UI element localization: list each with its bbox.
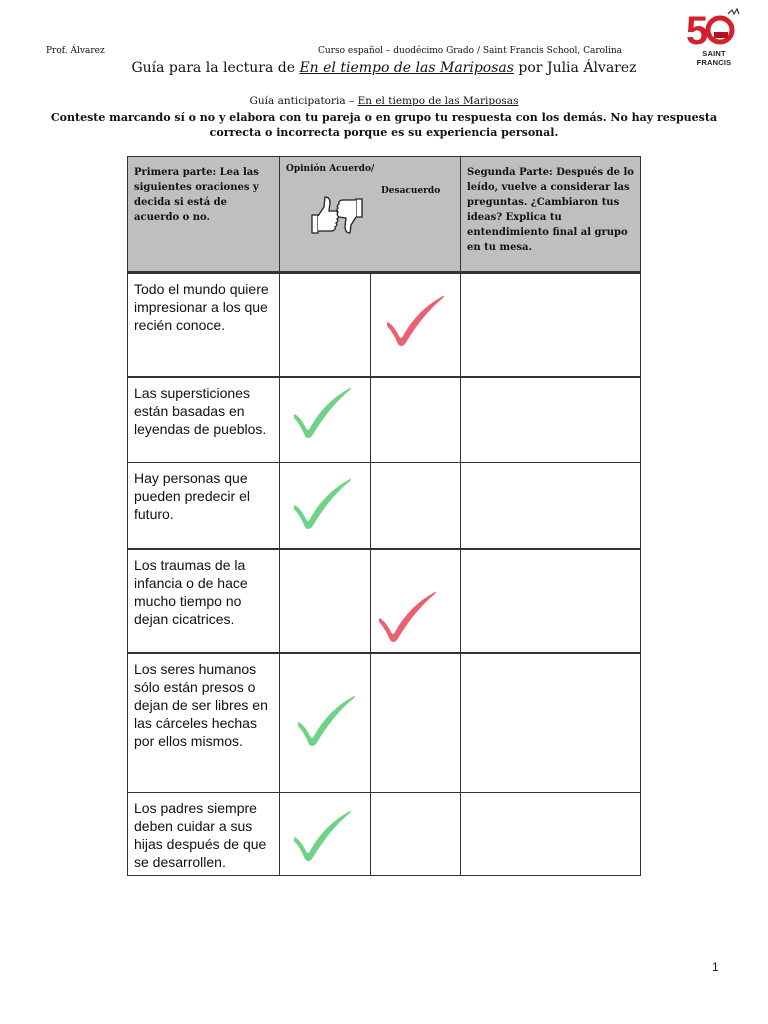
- agree-check-icon: [290, 475, 356, 533]
- header-part2: [461, 157, 642, 273]
- svg-text:5: 5: [686, 9, 709, 52]
- logo-school-name: SAINT FRANCIS: [696, 49, 732, 67]
- reflection-cell[interactable]: [461, 463, 642, 548]
- title-suffix: por Julia Álvarez: [513, 60, 637, 76]
- table-row: [127, 792, 641, 876]
- statement-text: Los padres siempre deben cuidar a sus hijas después de que se desarrollen.: [128, 793, 280, 875]
- table-header-row: [127, 156, 641, 272]
- table-row: [127, 548, 641, 652]
- logo-50-icon: [684, 8, 744, 52]
- guide-subtitle: [0, 95, 768, 107]
- table-row: [127, 462, 641, 548]
- subtitle-book: En el tiempo de las Mariposas: [357, 95, 519, 107]
- disagree-cell[interactable]: [371, 793, 461, 875]
- page-number: 1: [712, 960, 719, 974]
- header-disagree-text: Desacuerdo: [381, 186, 441, 196]
- reflection-cell[interactable]: [461, 378, 642, 462]
- agree-cell[interactable]: [280, 274, 371, 376]
- agree-check-icon: [290, 384, 356, 442]
- reflection-cell[interactable]: [461, 793, 642, 875]
- reflection-cell[interactable]: [461, 550, 642, 652]
- header-part2-text: Segunda Parte: Después de lo leído, vuelve a considerar las preguntas. ¿Cambiaron tus ideas? Explica tu entendimiento final al grupo en tu mesa.: [467, 167, 634, 253]
- disagree-cell[interactable]: [371, 654, 461, 792]
- agree-check-icon: [294, 692, 360, 750]
- course-info: Curso español – duodécimo Grado / Saint Francis School, Carolina: [318, 46, 622, 56]
- header-part1-text: Primera parte: Lea las siguientes oraciones y decida si está de acuerdo o no.: [134, 167, 259, 223]
- title-prefix: Guía para la lectura de: [131, 60, 300, 76]
- disagree-check-icon: [383, 292, 449, 350]
- disagree-cell[interactable]: [371, 274, 461, 376]
- instructions: Conteste marcando sí o no y elabora con tu pareja o en grupo tu respuesta con los demás. No hay respuesta correcta o incorrecta porque es su experiencia personal.: [50, 111, 718, 139]
- page-title: [0, 60, 768, 76]
- table-row: [127, 652, 641, 792]
- table-row: [127, 376, 641, 462]
- statement-text: Los traumas de la infancia o de hace mucho tiempo no dejan cicatrices.: [128, 550, 280, 652]
- disagree-cell[interactable]: [371, 378, 461, 462]
- agree-cell[interactable]: [280, 463, 371, 548]
- agree-cell[interactable]: [280, 793, 371, 875]
- statement-text: Las supersticiones están basadas en leyendas de pueblos.: [128, 378, 280, 462]
- title-book: En el tiempo de las Mariposas: [299, 60, 514, 76]
- disagree-check-icon: [375, 588, 441, 646]
- thumbs-up-down-icon: [306, 193, 368, 239]
- school-logo: [684, 8, 744, 67]
- subtitle-prefix: Guía anticipatoria –: [249, 95, 358, 107]
- statement-text: Hay personas que pueden predecir el futuro.: [128, 463, 280, 548]
- reflection-cell[interactable]: [461, 274, 642, 376]
- teacher-name: Prof. Álvarez: [46, 46, 105, 56]
- table-row: [127, 272, 641, 376]
- agree-cell[interactable]: [280, 654, 371, 792]
- header-opinion: [280, 157, 461, 273]
- agree-cell[interactable]: [280, 378, 371, 462]
- disagree-cell[interactable]: [371, 550, 461, 652]
- reflection-cell[interactable]: [461, 654, 642, 792]
- agree-cell[interactable]: [280, 550, 371, 652]
- header-opinion-text: Opinión Acuerdo/: [286, 164, 375, 174]
- agree-check-icon: [290, 807, 356, 865]
- statement-text: Todo el mundo quiere impresionar a los que recién conoce.: [128, 274, 280, 376]
- statement-text: Los seres humanos sólo están presos o dejan de ser libres en las cárceles hechas por ellos mismos.: [128, 654, 280, 792]
- header-part1: [128, 157, 280, 273]
- disagree-cell[interactable]: [371, 463, 461, 548]
